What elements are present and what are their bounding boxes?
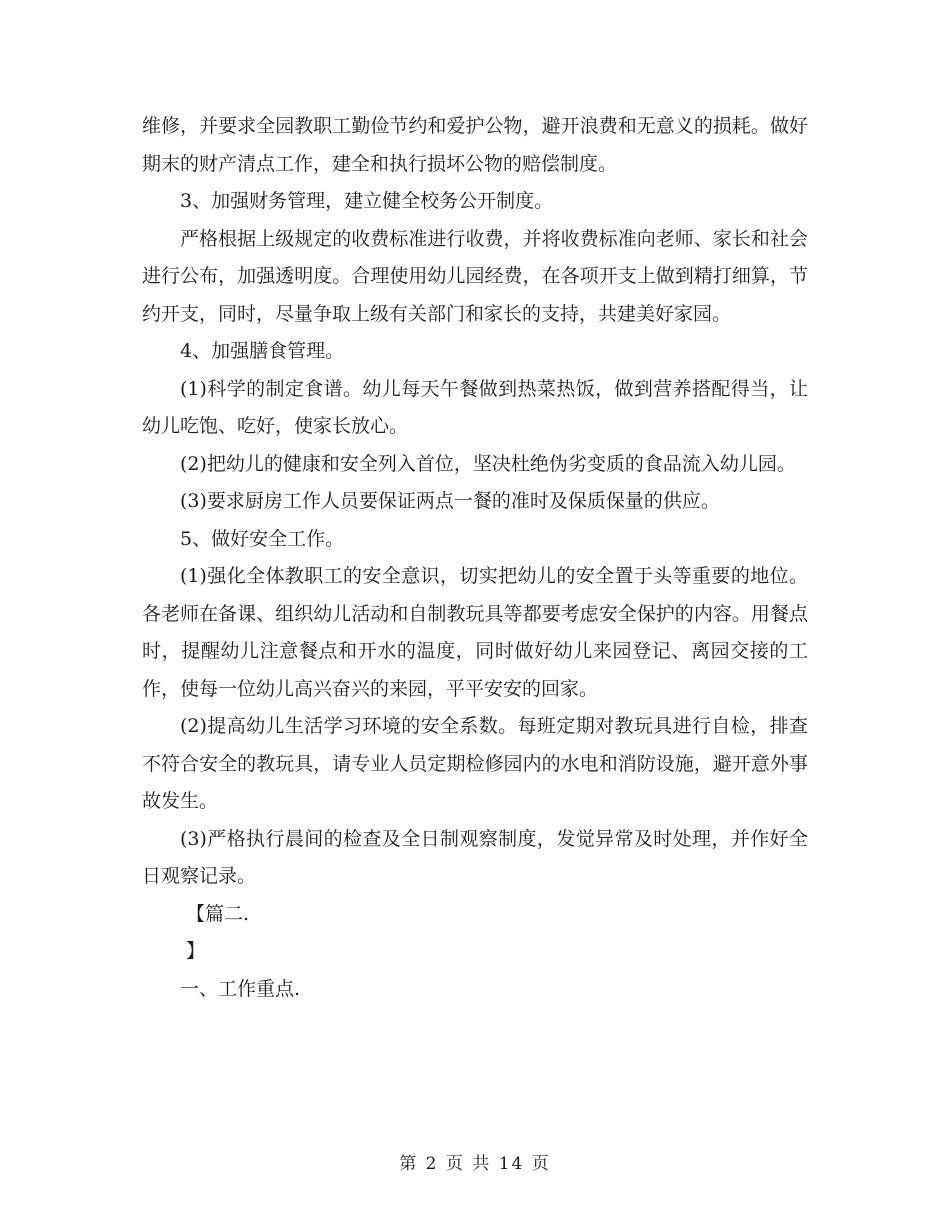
heading-safety: 5、做好安全工作。 bbox=[180, 527, 345, 550]
paragraph-meals-3: (3)要求厨房工作人员要保证两点一餐的准时及保质保量的供应。 bbox=[180, 490, 720, 512]
document-body bbox=[142, 108, 808, 1008]
page-number-footer: 第 2 页 共 14 页 bbox=[399, 1154, 551, 1174]
section-title-close: 】 bbox=[186, 940, 206, 962]
paragraph-meals-1: (1)科学的制定食谱。幼儿每天午餐做到热菜热饭，做到营养搭配得当，让幼儿吃饱、吃好，使家长放心。 bbox=[142, 377, 808, 437]
paragraph-safety-1: (1)强化全体教职工的安全意识，切实把幼儿的安全置于头等重要的地位。各老师在备课、组织幼儿活动和自制教玩具等都要考虑安全保护的内容。用餐点时，提醒幼儿注意餐点和开水的温度，同时做好幼儿来园登记、离园交接的工作，使每一位幼儿高兴奋兴的来园，平平安安的回家。 bbox=[142, 565, 808, 700]
heading-work-focus: 一、工作重点. bbox=[180, 977, 301, 1000]
paragraph-safety-2: (2)提高幼儿生活学习环境的安全系数。每班定期对教玩具进行自检，排查不符合安全的教玩具，请专业人员定期检修园内的水电和消防设施，避开意外事故发生。 bbox=[142, 715, 808, 812]
paragraph-finance: 严格根据上级规定的收费标准进行收费，并将收费标准向老师、家长和社会进行公布，加强透明度。合理使用幼儿园经费，在各项开支上做到精打细算，节约开支，同时，尽量争取上级有关部门和家长的支持，共建美好家园。 bbox=[142, 227, 808, 325]
paragraph-meals-2: (2)把幼儿的健康和安全列入首位，坚决杜绝伪劣变质的食品流入幼儿园。 bbox=[180, 452, 796, 475]
section-title-open: 【篇二. bbox=[186, 902, 250, 925]
paragraph-safety-3: (3)严格执行晨间的检查及全日制观察制度，发觉异常及时处理，并作好全日观察记录。 bbox=[142, 827, 808, 887]
heading-meals: 4、加强膳食管理。 bbox=[180, 340, 345, 362]
paragraph-continuation: 维修，并要求全园教职工勤俭节约和爱护公物，避开浪费和无意义的损耗。做好期末的财产清点工作，建全和执行损坏公物的赔偿制度。 bbox=[142, 115, 808, 175]
heading-finance: 3、加强财务管理，建立健全校务公开制度。 bbox=[180, 190, 554, 212]
